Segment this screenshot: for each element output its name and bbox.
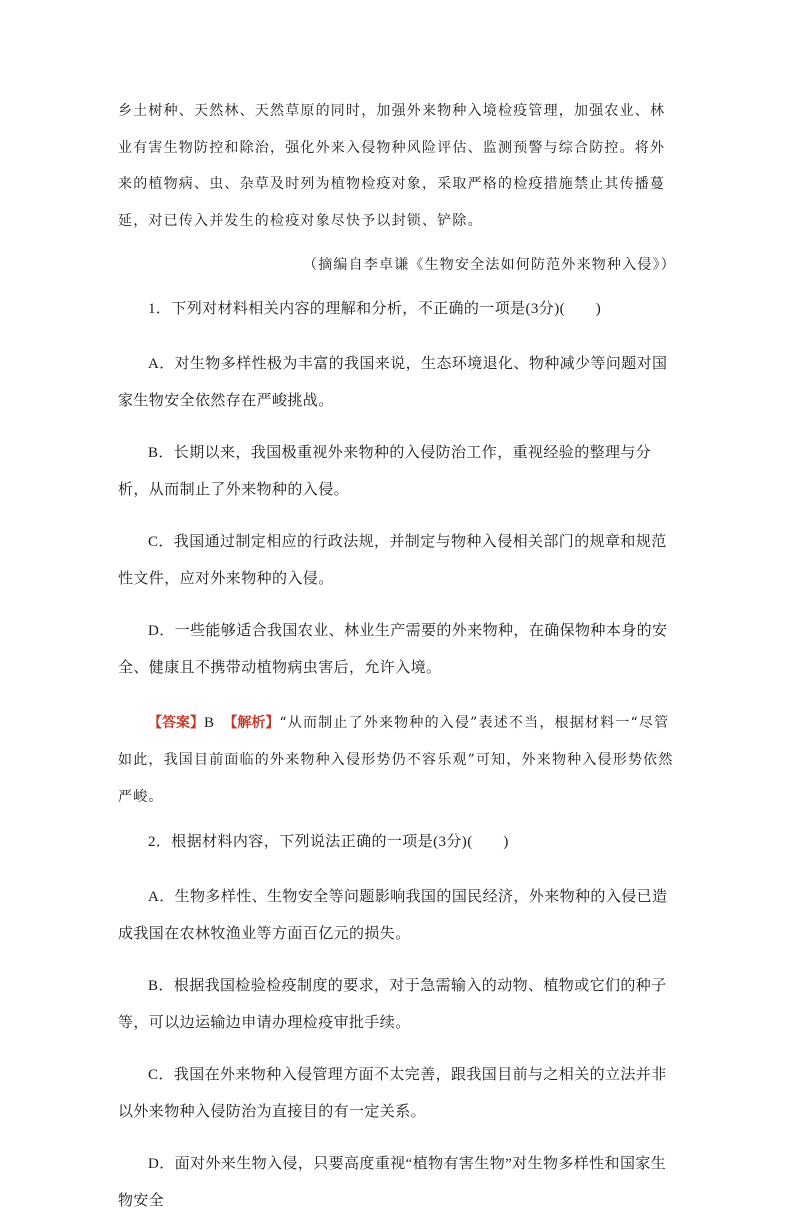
question-2-option-b: B．根据我国检验检疫制度的要求，对于急需输入的动物、植物或它们的种子等，可以边运输边申请办理检疫审批手续。 (118, 978, 667, 1031)
question-1-option-c: C．我国通过制定相应的行政法规，并制定与物种入侵相关部门的规章和规范性文件，应对外来物种的入侵。 (118, 534, 667, 587)
analysis-tag: 【解析】 (230, 715, 280, 731)
passage-text: 乡土树种、天然林、天然草原的同时，加强外来物种入境检疫管理，加强农业、林业有害生物防控和除治，强化外来入侵物种风险评估、监测预警与综合防控。将外来的植物病、虫、杂草及时列为植物检疫对象，采取严格的检疫措施禁止其传播蔓延，对已传入并发生的检疫对象尽快予以封锁、铲除。 (118, 103, 666, 229)
question-1-option-a: A．对生物多样性极为丰富的我国来说，生态环境退化、物种减少等问题对国家生物安全依然存在严峻挑战。 (118, 356, 668, 409)
passage-source: （摘编自李卓谦《生物安全法如何防范外来物种入侵》） (303, 257, 676, 273)
answer-tag: 【答案】 (148, 715, 204, 731)
analysis-text: “从而制止了外来物种的入侵”表述不当，根据材料一“尽管如此，我国目前面临的外来物种入侵形势仍不容乐观”可知，外来物种入侵形势依然严峻。 (118, 715, 674, 805)
question-2-option-a: A．生物多样性、生物安全等问题影响我国的国民经济，外来物种的入侵已造成我国在农林牧渔业等方面百亿元的损失。 (118, 889, 668, 942)
question-1-option-b: B．长期以来，我国极重视外来物种的入侵防治工作，重视经验的整理与分析，从而制止了外来物种的入侵。 (118, 445, 652, 498)
question-1-option-d: D．一些能够适合我国农业、林业生产需要的外来物种，在确保物种本身的安全、健康且不携带动植物病虫害后，允许入境。 (118, 623, 668, 676)
question-2-option-d: D．面对外来生物入侵，只要高度重视“植物有害生物”对生物多样性和国家生物安全 (118, 1156, 667, 1209)
question-1-stem: 1．下列对材料相关内容的理解和分析，不正确的一项是(3分)( ) (148, 301, 602, 317)
question-2-option-c: C．我国在外来物种入侵管理方面不太完善，跟我国目前与之相关的立法并非以外来物种入侵防治为直接目的有一定关系。 (118, 1067, 667, 1120)
question-1-answer (118, 705, 676, 816)
question-2-stem: 2．根据材料内容，下列说法正确的一项是(3分)( ) (148, 834, 509, 850)
answer-value: B (204, 715, 216, 731)
